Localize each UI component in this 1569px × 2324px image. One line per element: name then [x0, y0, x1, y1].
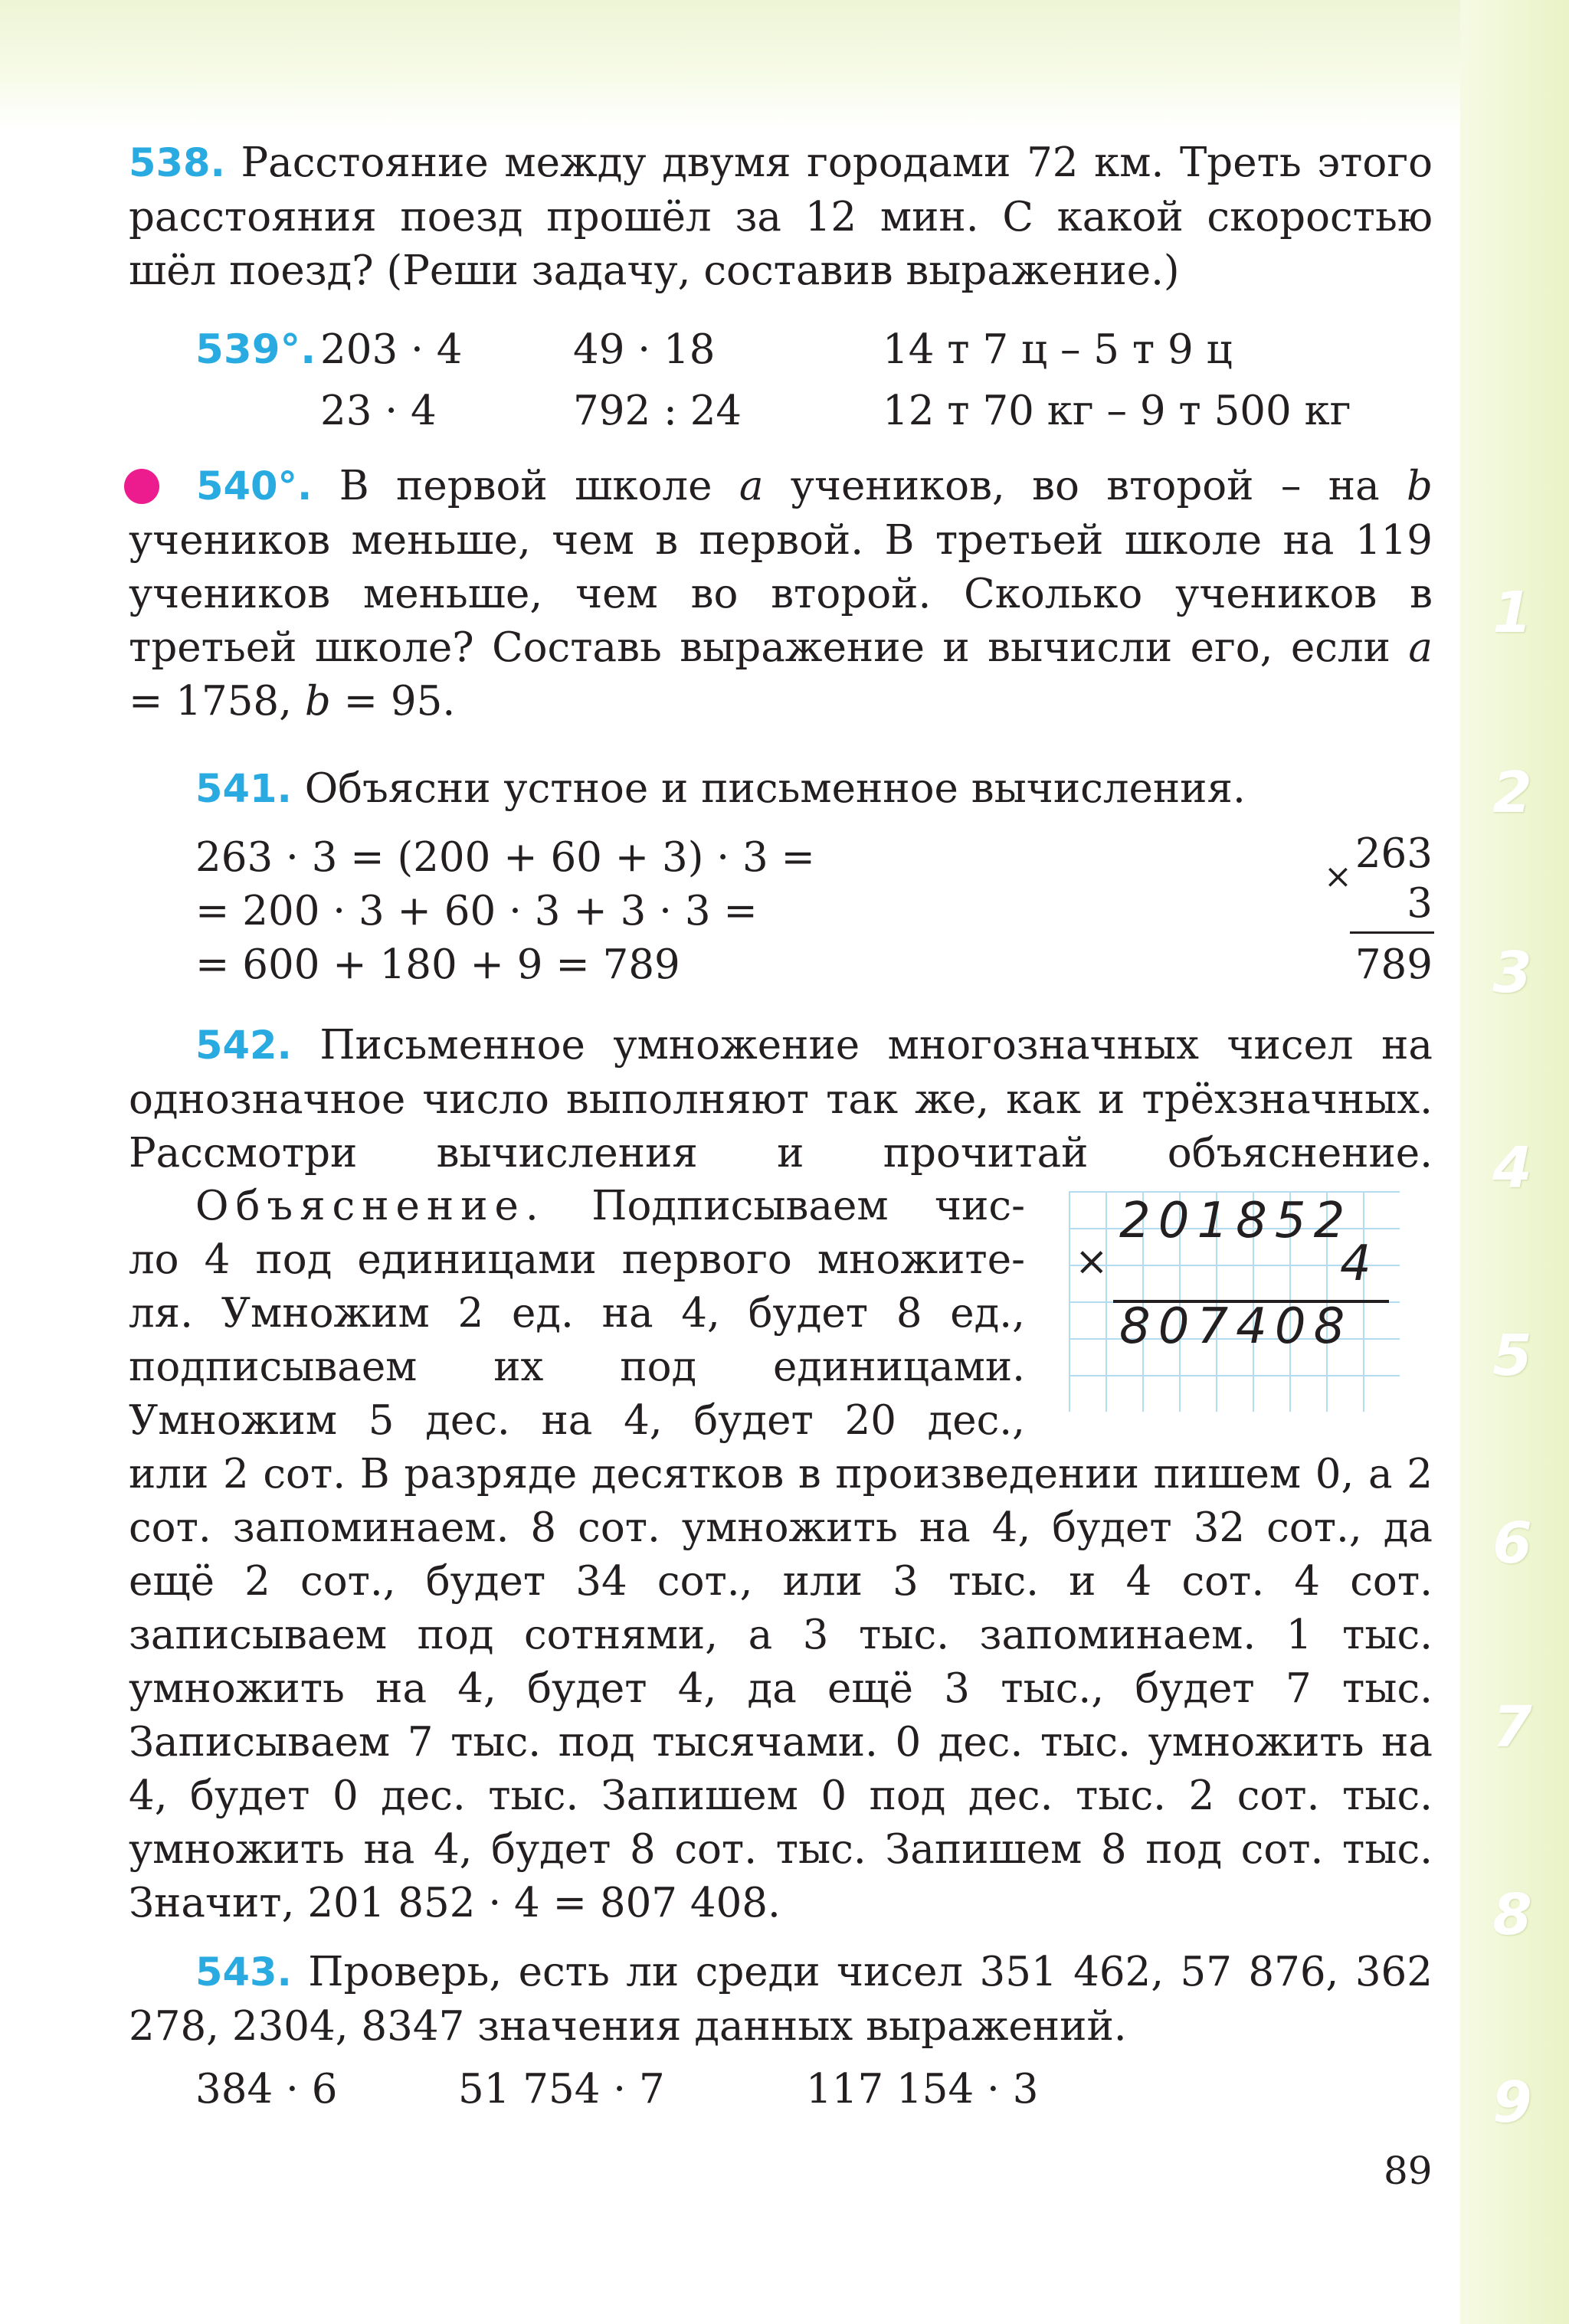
side-tab-3: 3: [1492, 940, 1532, 1006]
multiply-sign: ×: [1075, 1239, 1116, 1285]
problem-number: 542.: [195, 1023, 292, 1069]
page-number: 89: [1384, 2149, 1433, 2193]
side-tab-4: 4: [1492, 1135, 1532, 1201]
side-tab-5: 5: [1492, 1323, 1532, 1389]
expression: 117 154 · 3: [806, 2066, 1039, 2113]
problem-text: Письменное умножение многозначных чисел на однозначное число выполняют так же, как и трёхзначных. Рассмотри вычисления и прочитай объяснение.: [129, 1022, 1433, 1177]
variable-a: a: [739, 463, 764, 509]
problem-number: 541.: [195, 767, 292, 812]
problem-540: [129, 460, 1433, 728]
problem-text: Объясни устное и письменное вычисления.: [304, 765, 1246, 812]
variable-b: b: [304, 678, 331, 725]
expression: 49 · 18: [573, 326, 716, 373]
explanation-label: Объяснение.: [195, 1183, 545, 1229]
problem-number: 538.: [129, 141, 225, 186]
problem-text-part: В первой школе: [339, 463, 739, 509]
expression: 23 · 4: [320, 388, 437, 434]
side-tab-6: 6: [1492, 1511, 1532, 1576]
calc-line: = 200 · 3 + 60 · 3 + 3 · 3 =: [195, 888, 758, 935]
variable-b: b: [1407, 463, 1433, 509]
explanation-line: ля. Умножим 2 ед. на 4, будет 8 ед.,: [129, 1290, 1025, 1337]
expression: 14 т 7 ц – 5 т 9 ц: [883, 326, 1233, 373]
expression: 792 : 24: [573, 388, 742, 434]
problem-number: 539°.: [195, 326, 316, 373]
variable-a: a: [1408, 624, 1433, 671]
problem-text-part: учеников, во второй – на: [763, 463, 1407, 509]
handwritten-result: 807408: [1119, 1298, 1353, 1355]
expression: 384 · 6: [195, 2066, 338, 2113]
explanation-line: ло 4 под единицами первого множите-: [129, 1236, 1025, 1283]
problem-text: Расстояние между двумя городами 72 км. Треть этого расстояния поезд прошёл за 12 мин. С какой скоростью шёл поезд? (Реши задачу, составив выражение.): [129, 139, 1433, 294]
problem-text-block: [129, 1946, 1433, 2054]
expression: 12 т 70 кг – 9 т 500 кг: [883, 388, 1351, 434]
column-multiplier: 3: [1407, 880, 1433, 927]
expression: 203 · 4: [320, 326, 463, 373]
problem-number: 543.: [195, 1950, 292, 1995]
problem-538: [129, 136, 1433, 298]
problem-text: Проверь, есть ли среди чисел 351 462, 57 876, 362 278, 2304, 8347 значения данных выражений.: [129, 1949, 1433, 2050]
problem-text-part: = 1758,: [129, 678, 305, 725]
calc-line: 263 · 3 = (200 + 60 + 3) · 3 =: [195, 834, 815, 881]
expression: 51 754 · 7: [458, 2066, 665, 2113]
side-tab-9: 9: [1492, 2070, 1532, 2136]
problem-text-part: = 95.: [330, 678, 456, 725]
explanation-text: Подписываем чис-: [545, 1183, 1025, 1229]
explanation-line: Умножим 5 дес. на 4, будет 20 дес.,: [129, 1397, 1025, 1444]
explanation-line: [129, 1180, 1025, 1233]
problem-text-part: учеников меньше, чем в первой. В третьей школе на 119 учеников меньше, чем во второй. Сколько учеников в третьей школе? Составь выражение и вычисли его, если: [129, 517, 1433, 671]
problem-heading: [195, 762, 1246, 817]
handwritten-multiplier: 4: [1340, 1236, 1379, 1292]
handwritten-calculation-grid: [1069, 1191, 1400, 1412]
calc-line: = 600 + 180 + 9 = 789: [195, 941, 680, 988]
problem-intro: [129, 1019, 1433, 1180]
explanation-side: [129, 1180, 1025, 1448]
side-tab-8: 8: [1492, 1882, 1532, 1948]
side-tab-2: 2: [1492, 760, 1532, 826]
column-rule: [1350, 931, 1434, 934]
handwritten-multiplicand: 201852: [1119, 1193, 1353, 1249]
side-tab-7: 7: [1492, 1694, 1532, 1760]
problem-number: 540°.: [196, 464, 313, 509]
side-tab-1: 1: [1492, 580, 1532, 646]
column-top: 263: [1354, 830, 1433, 877]
explanation-continuation: или 2 сот. В разряде десятков в произведении пишем 0, а 2 сот. запоминаем. 8 сот. умножить на 4, будет 32 сот., да ещё 2 сот., будет 34 сот., или 3 тыс. и 4 сот. 4 сот. записываем под сотнями, а 3 тыс. запоминаем. 1 тыс. умножить на 4, будет 4, да ещё 3 тыс., будет 7 тыс. Записываем 7 тыс. под тысячами. 0 дес. тыс. умножить на 4, будет 0 дес. тыс. Запишем 0 под дес. тыс. 2 сот. тыс. умножить на 4, будет 8 сот. тыс. Запишем 8 под сот. тыс. Значит, 201 852 · 4 = 807 408.: [129, 1451, 1433, 1926]
page-top-band: [0, 0, 1569, 130]
multiply-sign: ×: [1324, 857, 1352, 896]
column-result: 789: [1354, 941, 1433, 988]
explanation-line: подписываем их под единицами.: [129, 1344, 1025, 1390]
